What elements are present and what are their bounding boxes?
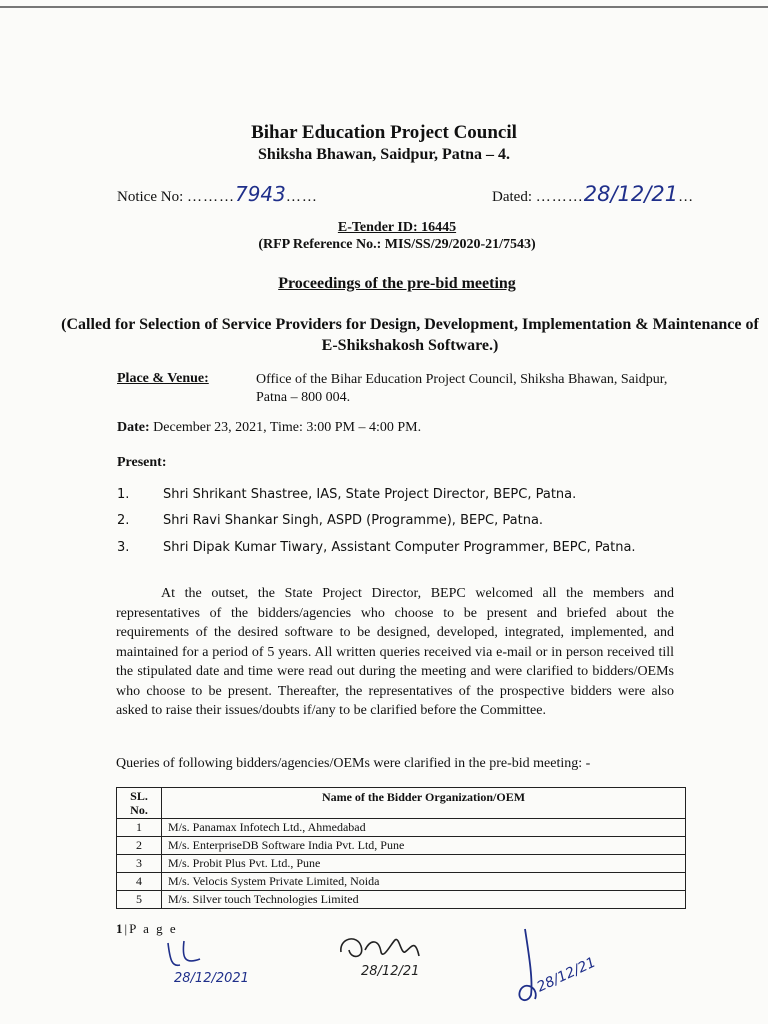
queries-intro: Queries of following bidders/agencies/OEMs were clarified in the pre-bid meeting: -	[116, 756, 591, 771]
signature-2	[335, 930, 485, 990]
notice-number-handwritten: 7943	[234, 182, 286, 206]
bidders-table	[116, 787, 686, 909]
dated-dots: ………	[535, 189, 584, 205]
col-name-header: Name of the Bidder Organization/OEM	[162, 788, 686, 819]
cell-name: M/s. Panamax Infotech Ltd., Ahmedabad	[162, 819, 686, 837]
page-footer: 1|P a g e	[116, 921, 178, 936]
etender-id: E-Tender ID: 16445	[337, 220, 457, 235]
cell-sl: 5	[117, 891, 162, 909]
signature-3-date: 28/12/21	[534, 954, 599, 996]
table-row	[117, 873, 686, 891]
signature-1-scribble	[160, 935, 280, 995]
meeting-date-value: December 23, 2021, Time: 3:00 PM – 4:00 PM.	[153, 420, 422, 435]
cell-sl: 2	[117, 837, 162, 855]
col-sl-line2: No.	[130, 803, 148, 817]
document-title: Proceedings of the pre-bid meeting	[278, 275, 516, 292]
member-number: 3.	[117, 540, 130, 555]
col-sl-line1: SL.	[130, 789, 148, 803]
page-number: 1	[116, 921, 125, 936]
meeting-date-label: Date:	[117, 420, 150, 435]
cell-sl: 3	[117, 855, 162, 873]
cell-sl: 4	[117, 873, 162, 891]
signature-1	[160, 935, 280, 995]
notice-number	[117, 182, 318, 206]
member-item	[117, 513, 543, 528]
page-word: P a g e	[129, 921, 178, 936]
member-item	[117, 487, 576, 502]
rfp-reference: (RFP Reference No.: MIS/SS/29/2020-21/7543)	[258, 237, 536, 252]
cell-name: M/s. Velocis System Private Limited, Noida	[162, 873, 686, 891]
member-text: Shri Ravi Shankar Singh, ASPD (Programme), BEPC, Patna.	[163, 513, 544, 528]
cell-sl: 1	[117, 819, 162, 837]
document-subtitle: (Called for Selection of Service Providers for Design, Development, Implementation & Maintenance of E-Shikshakosh Software.)	[61, 316, 759, 354]
dated	[492, 182, 694, 206]
place-value: Office of the Bihar Education Project Council, Shiksha Bhawan, Saidpur, Patna – 800 004.	[256, 372, 668, 405]
col-sl-header	[117, 788, 162, 819]
table-header-row	[117, 788, 686, 819]
signature-3-scribble	[505, 925, 615, 1010]
signature-2-date: 28/12/21	[361, 964, 420, 979]
cell-name: M/s. Probit Plus Pvt. Ltd., Pune	[162, 855, 686, 873]
org-address: Shiksha Bhawan, Saidpur, Patna – 4.	[258, 146, 510, 163]
cell-name: M/s. EnterpriseDB Software India Pvt. Ltd, Pune	[162, 837, 686, 855]
member-text: Shri Shrikant Shastree, IAS, State Project Director, BEPC, Patna.	[163, 487, 577, 502]
cell-name: M/s. Silver touch Technologies Limited	[162, 891, 686, 909]
member-number: 1.	[117, 487, 130, 502]
body-paragraph: At the outset, the State Project Director, BEPC welcomed all the members and representatives of the bidders/agencies who choose to be present and briefed about the requirements of the desired software to be designed, developed, integrated, implemented, and maintained for a period of 5 years. All written queries received via e-mail or in person received till the stipulated date and time were read out during the meeting and were clarified to bidders/OEMs who choose to be present. Thereafter, the representatives of the prospective bidders were also asked to raise their issues/doubts if/any to be clarified before the Committee.	[116, 586, 674, 718]
table-row	[117, 837, 686, 855]
dated-dots-after: …	[678, 189, 695, 205]
top-border-line	[0, 6, 768, 8]
signature-1-date: 28/12/2021	[174, 971, 249, 986]
notice-dots-after: ……	[285, 189, 318, 205]
member-number: 2.	[117, 513, 130, 528]
dated-label: Dated:	[492, 189, 532, 205]
table-row	[117, 819, 686, 837]
notice-label: Notice No:	[117, 189, 184, 205]
table-row	[117, 891, 686, 909]
present-label: Present:	[117, 455, 167, 470]
meeting-date	[117, 420, 421, 436]
member-item	[117, 540, 636, 555]
member-text: Shri Dipak Kumar Tiwary, Assistant Computer Programmer, BEPC, Patna.	[163, 540, 636, 555]
place-label: Place & Venue:	[117, 371, 209, 386]
table-row	[117, 855, 686, 873]
notice-dots: ………	[186, 189, 235, 205]
signature-3	[505, 925, 615, 1010]
dated-handwritten: 28/12/21	[583, 182, 679, 206]
org-name: Bihar Education Project Council	[251, 122, 517, 143]
